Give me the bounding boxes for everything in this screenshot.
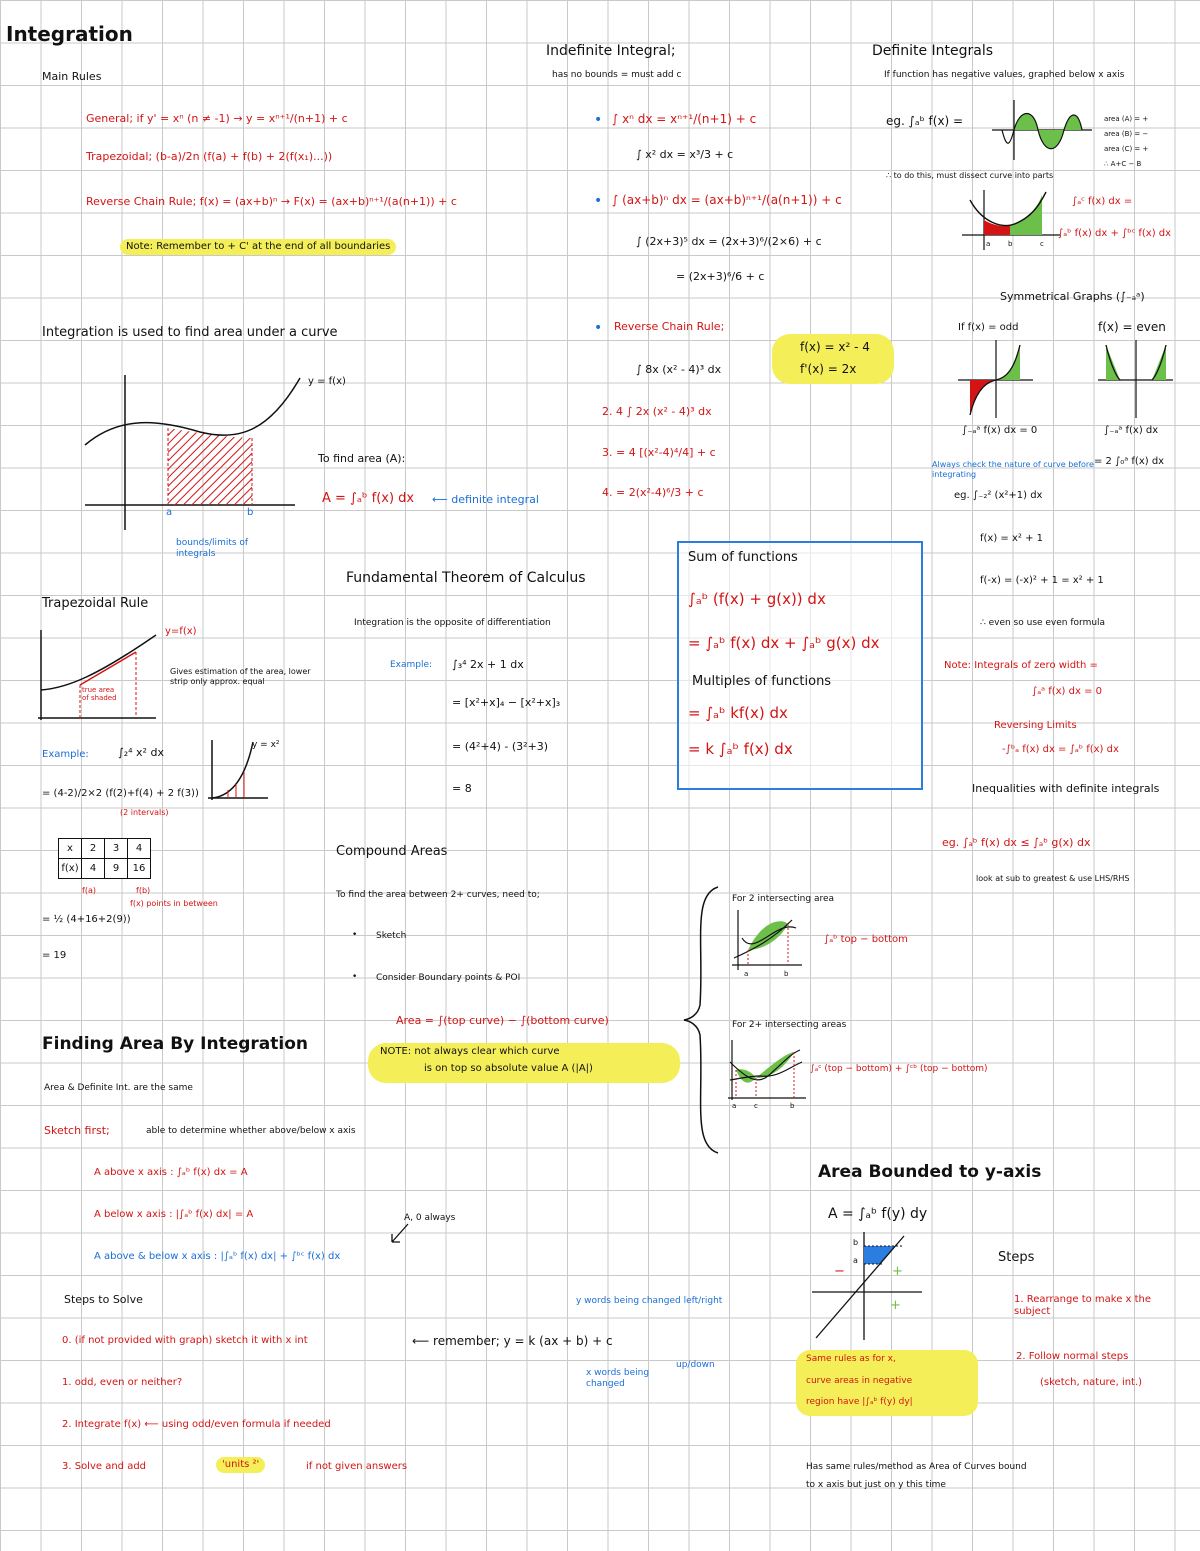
rcr-heading: Reverse Chain Rule;	[614, 320, 725, 333]
split-a: a	[986, 240, 991, 248]
symmetrical-conclusion: ∴ even so use even formula	[980, 618, 1106, 628]
compound-b2: Consider Boundary points & POI	[376, 973, 521, 983]
integration-intro: Integration is used to find area under a curve	[42, 325, 338, 340]
sketch-first-rest: able to determine whether above/below x axis	[146, 1126, 356, 1136]
trap-example-label: Example:	[42, 749, 89, 760]
arrow-down-left-icon	[388, 1222, 410, 1246]
bound-a-label: a	[166, 507, 173, 518]
bullet-3: •	[594, 320, 603, 336]
split-formula-1: ∫ₐᶜ f(x) dx =	[1072, 196, 1133, 207]
y-sign-minus: −	[834, 1264, 845, 1279]
annotation-up-down: up/down	[676, 1360, 715, 1370]
bullet-1: •	[594, 112, 603, 128]
case2-b: b	[790, 1102, 795, 1110]
symmetrical-heading: Symmetrical Graphs (∫₋ₐᵃ)	[1000, 290, 1145, 303]
case-above-below: A above & below x axis : |∫ₐᵇ f(x) dx| + ∫ᵇᶜ f(x) dx	[94, 1251, 341, 1262]
rcr-step4: 4. = 2(x²-4)⁶/3 + c	[602, 486, 704, 499]
table-cell: 4	[82, 859, 105, 879]
case-below: A below x axis : |∫ₐᵇ f(x) dx| = A	[94, 1209, 254, 1220]
trap-example-integral: ∫₂⁴ x² dx	[118, 746, 164, 759]
rcr-box-line1: f(x) = x² - 4	[800, 340, 870, 354]
sum-line-1: ∫ₐᵇ (f(x) + g(x)) dx	[688, 590, 826, 608]
note-plus-c: Note: Remember to + C' at the end of all boundaries	[120, 239, 396, 255]
step-3-part-2: if not given answers	[306, 1461, 408, 1472]
symmetrical-fnx: f(-x) = (-x)² + 1 = x² + 1	[980, 575, 1104, 586]
odd-result: ∫₋ₐᵃ f(x) dx = 0	[962, 425, 1038, 436]
y-axis-graph	[812, 1232, 922, 1342]
even-result-2: = 2 ∫₀ᵃ f(x) dx	[1094, 456, 1165, 467]
indef-rule2: ∫ (ax+b)ⁿ dx = (ax+b)ⁿ⁺¹/(a(n+1)) + c	[612, 193, 842, 207]
ftc-heading: Fundamental Theorem of Calculus	[346, 570, 586, 586]
finding-area-sub: Area & Definite Int. are the same	[44, 1083, 193, 1093]
bounds-note: bounds/limits of integrals	[176, 538, 249, 559]
compound-bullet-2: •	[352, 972, 358, 982]
table-cell: x	[59, 839, 82, 859]
definite-eg: eg. ∫ₐᵇ f(x) =	[886, 114, 964, 128]
table-cell: 9	[105, 859, 128, 879]
trap-values-table	[58, 838, 151, 879]
symmetrical-fx: f(x) = x² + 1	[980, 533, 1044, 544]
rcr-step3: 3. = 4 [(x²-4)⁴/4] + c	[602, 446, 716, 459]
table-row	[59, 839, 151, 859]
split-b: b	[1008, 240, 1013, 248]
step-2: 2. Integrate f(x) ⟵ using odd/even formula if needed	[62, 1419, 331, 1430]
ftc-sub: Integration is the opposite of differentiation	[354, 618, 551, 628]
inequalities-note: look at sub to greatest & use LHS/RHS	[976, 874, 1130, 883]
annotation-y-words: y words being changed left/right	[576, 1296, 723, 1306]
case1-b: b	[784, 970, 789, 978]
trapezoidal-rule-formula: Trapezoidal; (b-a)/2n (f(a) + f(b) + 2(f(x₁)...))	[86, 150, 333, 163]
check-nature-note: Always check the nature of curve before integrating	[932, 460, 1094, 479]
general-rule: General; if y' = xⁿ (n ≠ -1) → y = xⁿ⁺¹/(n+1) + c	[86, 112, 348, 125]
case2-c: c	[754, 1102, 758, 1110]
compound-intro: To find the area between 2+ curves, need to;	[336, 890, 540, 900]
split-formula-2: ∫ₐᵇ f(x) dx + ∫ᵇᶜ f(x) dx	[1058, 228, 1172, 239]
zero-width-note: Note: Integrals of zero width =	[944, 660, 1098, 671]
bullet-2: •	[594, 193, 603, 209]
area-b: area (B) = −	[1104, 130, 1149, 138]
inequalities-heading: Inequalities with definite integrals	[972, 782, 1160, 795]
indef-rule1: ∫ xⁿ dx = xⁿ⁺¹/(n+1) + c	[612, 112, 757, 126]
case2-a: a	[732, 1102, 737, 1110]
y-bound-b: b	[853, 1238, 859, 1247]
split-c: c	[1040, 240, 1044, 248]
indef-rule1b: ∫ x² dx = x³/3 + c	[636, 148, 734, 161]
compound-heading: Compound Areas	[336, 844, 448, 859]
steps-heading: Steps to Solve	[64, 1293, 143, 1306]
x-squared-label: y = x²	[252, 740, 280, 750]
case2-formula: ∫ₐᶜ (top − bottom) + ∫ᶜᵇ (top − bottom)	[810, 1064, 988, 1074]
compound-note-1: NOTE: not always clear which curve	[380, 1046, 560, 1057]
sketch-first: Sketch first;	[44, 1124, 110, 1137]
indef-rule2c: = (2x+3)⁶/6 + c	[676, 270, 765, 283]
trap-curve-label: y=f(x)	[165, 626, 197, 637]
rcr-step1: ∫ 8x (x² - 4)³ dx	[636, 363, 722, 376]
y-step-2b: (sketch, nature, int.)	[1040, 1377, 1143, 1388]
definite-note: If function has negative values, graphed below x axis	[884, 70, 1125, 80]
trap-estimate-note: Gives estimation of the area, lower strip only approx. equal	[170, 667, 311, 686]
step-0: 0. (if not provided with graph) sketch it with x int	[62, 1335, 308, 1346]
area-under-curve-graph	[80, 370, 320, 545]
y-footer-1: Has same rules/method as Area of Curves bound	[806, 1462, 1027, 1472]
table-note-between: f(x) points in between	[130, 899, 218, 908]
odd-function-graph	[958, 340, 1033, 420]
curly-brace	[682, 885, 722, 1155]
table-cell: 2	[82, 839, 105, 859]
annotation-x-words: x words being changed	[586, 1368, 650, 1389]
inequalities-formula: eg. ∫ₐᵇ f(x) dx ≤ ∫ₐᵇ g(x) dx	[942, 836, 1091, 849]
definite-sketch-note: ∴ to do this, must dissect curve into parts	[886, 171, 1054, 180]
ftc-example-label: Example:	[390, 660, 433, 670]
y-axis-formula: A = ∫ₐᵇ f(y) dy	[828, 1206, 928, 1222]
case1-label: For 2 intersecting area	[732, 894, 835, 904]
ftc-ex2: = (4²+4) - (3²+3)	[452, 740, 549, 753]
y-rules-line-3: region have |∫ₐᵇ f(y) dy|	[806, 1397, 913, 1407]
step-3-units: 'units ²'	[216, 1457, 265, 1473]
case1-graph	[732, 910, 802, 975]
zero-width-formula: ∫ₐᵃ f(x) dx = 0	[1032, 686, 1103, 697]
multiples-line-1: = ∫ₐᵇ kf(x) dx	[688, 704, 788, 722]
case2-graph	[728, 1040, 806, 1105]
page-title: Integration	[6, 22, 133, 46]
y-step-1: 1. Rearrange to make x the subject	[1014, 1294, 1152, 1317]
case2-label: For 2+ intersecting areas	[732, 1020, 847, 1030]
indefinite-heading: Indefinite Integral;	[546, 43, 676, 59]
remember-formula: ⟵ remember; y = k (ax + b) + c	[412, 1334, 613, 1348]
trapezoidal-heading: Trapezoidal Rule	[42, 596, 149, 611]
trap-step1: = (4-2)/2×2 (f(2)+f(4) + 2 f(3))	[42, 788, 199, 799]
definite-integral-note: ⟵ definite integral	[432, 493, 539, 506]
trap-shaded-label: true area of shaded	[82, 686, 117, 703]
y-rules-line-2: curve areas in negative	[806, 1376, 913, 1386]
always-positive-note: A, 0 always	[404, 1213, 456, 1223]
reversing-formula: -∫ᵇₐ f(x) dx = ∫ₐᵇ f(x) dx	[1002, 744, 1119, 755]
case1-formula: ∫ₐᵇ top − bottom	[824, 934, 908, 945]
even-result-1: ∫₋ₐᵃ f(x) dx	[1104, 425, 1159, 436]
case-above: A above x axis : ∫ₐᵇ f(x) dx = A	[94, 1167, 248, 1178]
compound-formula: Area = ∫(top curve) − ∫(bottom curve)	[396, 1014, 609, 1027]
even-function-graph	[1098, 340, 1173, 420]
y-steps-heading: Steps	[998, 1250, 1035, 1265]
table-note-fa: f(a)	[82, 886, 96, 895]
multiples-line-2: = k ∫ₐᵇ f(x) dx	[688, 740, 793, 758]
indef-rule2b: ∫ (2x+3)⁵ dx = (2x+3)⁶/(2×6) + c	[636, 235, 822, 248]
find-area-label: To find area (A):	[318, 452, 406, 465]
y-sign-plus-2: +	[890, 1298, 901, 1313]
rcr-step2: 2. 4 ∫ 2x (x² - 4)³ dx	[602, 405, 712, 418]
reversing-limits: Reversing Limits	[994, 720, 1077, 731]
odd-label: If f(x) = odd	[958, 322, 1019, 333]
y-rules-line-1: Same rules as for x,	[806, 1354, 896, 1364]
y-axis-heading: Area Bounded to y-axis	[818, 1162, 1042, 1182]
finding-area-heading: Finding Area By Integration	[42, 1034, 308, 1054]
bound-b-label: b	[247, 507, 254, 518]
y-bound-a: a	[853, 1256, 858, 1265]
indefinite-sub: has no bounds = must add c	[552, 70, 682, 80]
area-total: ∴ A+C − B	[1104, 160, 1142, 168]
ftc-ex3: = 8	[452, 782, 472, 795]
y-footer-2: to x axis but just on y this time	[806, 1480, 946, 1490]
step-1: 1. odd, even or neither?	[62, 1377, 183, 1388]
table-row	[59, 859, 151, 879]
trap-step2: = ½ (4+16+2(9))	[42, 914, 131, 925]
multiples-heading: Multiples of functions	[692, 674, 832, 689]
trapezoidal-graph	[38, 630, 158, 725]
area-c: area (C) = +	[1104, 145, 1149, 153]
area-a: area (A) = +	[1104, 115, 1149, 123]
compound-bullet-1: •	[352, 930, 358, 940]
rcr-box-line2: f'(x) = 2x	[800, 362, 857, 376]
table-cell: f(x)	[59, 859, 82, 879]
curve-label: y = f(x)	[308, 376, 346, 387]
reverse-chain-rule-formula: Reverse Chain Rule; f(x) = (ax+b)ⁿ → F(x) = (ax+b)ⁿ⁺¹/(a(n+1)) + c	[86, 195, 457, 208]
ftc-ex0: ∫₃⁴ 2x + 1 dx	[452, 658, 524, 671]
case1-a: a	[744, 970, 749, 978]
y-step-2: 2. Follow normal steps	[1016, 1351, 1129, 1362]
table-cell: 16	[128, 859, 151, 879]
y-sign-plus-1: +	[892, 1264, 903, 1279]
even-label: f(x) = even	[1098, 320, 1166, 334]
compound-note-2: is on top so absolute value A (|A|)	[424, 1063, 593, 1074]
area-formula: A = ∫ₐᵇ f(x) dx	[322, 491, 415, 506]
trap-step1-note: (2 intervals)	[120, 808, 169, 817]
compound-b1: Sketch	[376, 931, 407, 941]
table-note-fb: f(b)	[136, 886, 151, 895]
table-cell: 4	[128, 839, 151, 859]
table-cell: 3	[105, 839, 128, 859]
main-rules-heading: Main Rules	[42, 70, 102, 83]
step-3-part-1: 3. Solve and add	[62, 1461, 147, 1472]
sine-areas-graph	[992, 100, 1092, 162]
ftc-ex1: = [x²+x]₄ − [x²+x]₃	[452, 696, 561, 709]
trap-step3: = 19	[42, 950, 67, 961]
symmetrical-eg: eg. ∫₋₂² (x²+1) dx	[954, 490, 1043, 501]
sum-line-2: = ∫ₐᵇ f(x) dx + ∫ₐᵇ g(x) dx	[688, 634, 880, 652]
definite-heading: Definite Integrals	[872, 43, 994, 59]
sum-heading: Sum of functions	[688, 550, 798, 565]
